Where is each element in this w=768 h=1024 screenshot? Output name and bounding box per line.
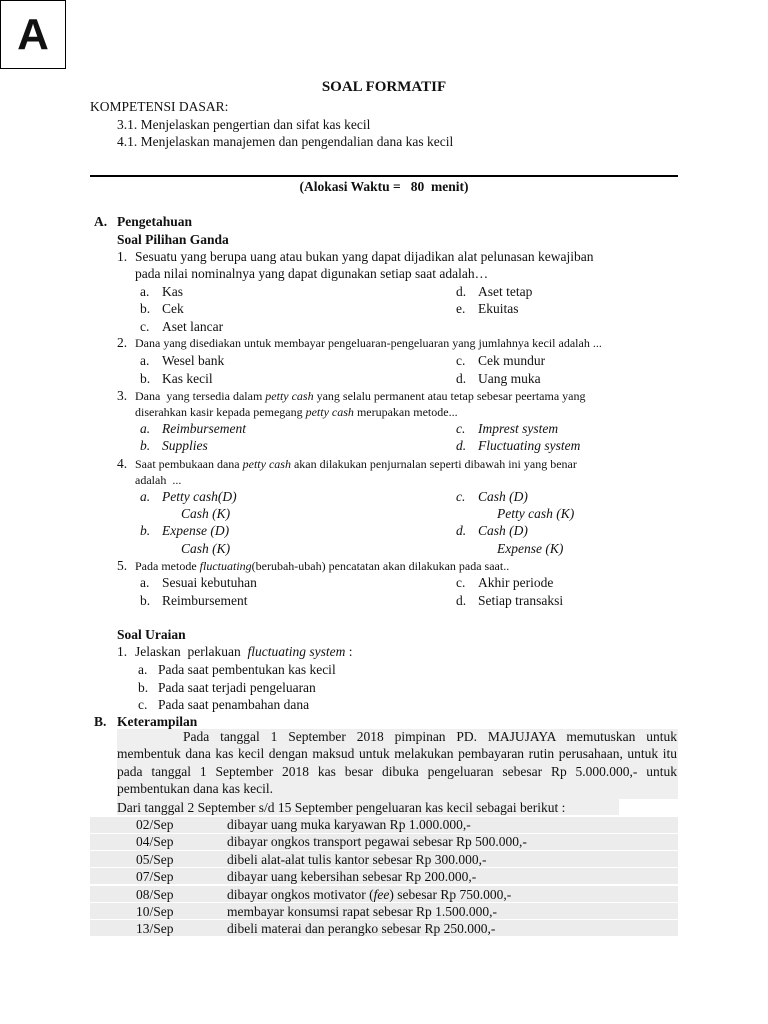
option-text: Petty cash(D) [162,489,237,504]
transaction-desc: dibayar ongkos motivator (fee) sebesar Rp 750.000,- [227,887,512,902]
option-mark: a. [140,421,151,436]
essay-item-mark: b. [138,680,149,695]
option-text: Supplies [162,438,208,453]
option-mark: c. [456,489,466,504]
question-text: Pada metode fluctuating(berubah-ubah) pencatatan akan dilakukan pada saat.. [135,559,510,573]
option-mark: a. [140,284,150,299]
option-mark: a. [140,353,150,368]
option-text: Cash (D) [478,523,528,538]
option-mark: a. [140,489,151,504]
section-b-title: Keterampilan [117,714,198,729]
option-mark: d. [456,593,467,608]
pg-title: Soal Pilihan Ganda [117,232,229,247]
option-text: Setiap transaksi [478,593,564,608]
essay-item: Pada saat penambahan dana [158,697,310,712]
option-mark: c. [140,319,150,334]
option-mark: c. [456,575,466,590]
kd-item: 3.1. Menjelaskan pengertian dan sifat kas kecil [117,117,371,132]
transaction-desc: dibeli alat-alat tulis kantor sebesar Rp 300.000,- [227,852,487,867]
transaction-date: 08/Sep [136,887,174,902]
option-text: Sesuai kebutuhan [162,575,257,590]
option-mark: b. [140,371,151,386]
question-text: Saat pembukaan dana petty cash akan dilakukan penjurnalan seperti dibawah ini yang benar [135,457,577,471]
section-a-label: A. [94,214,108,229]
option-text: Reimbursement [162,593,248,608]
kd-item: 4.1. Menjelaskan manajemen dan pengendalian dana kas kecil [117,134,454,149]
transaction-desc: dibayar ongkos transport pegawai sebesar Rp 500.000,- [227,834,527,849]
essay-item-mark: c. [138,697,148,712]
question-number: 2. [117,335,128,350]
transaction-desc: dibayar uang muka karyawan Rp 1.000.000,- [227,817,471,832]
option-text: Kas [162,284,183,299]
case-note: Dari tanggal 2 September s/d 15 September pengeluaran kas kecil sebagai berikut : [117,800,566,815]
option-text: Cash (D) [478,489,528,504]
option-mark: d. [456,371,467,386]
transaction-desc: membayar konsumsi rapat sebesar Rp 1.500.000,- [227,904,497,919]
option-text: Aset tetap [478,284,533,299]
option-text: Cash (K) [181,541,231,556]
transaction-date: 05/Sep [136,852,174,867]
option-mark: b. [140,438,151,453]
option-mark: d. [456,523,467,538]
option-mark: e. [456,301,466,316]
essay-item: Pada saat terjadi pengeluaran [158,680,316,695]
divider [90,175,678,177]
option-mark: c. [456,421,466,436]
question-number: 5. [117,558,128,573]
kd-label: KOMPETENSI DASAR: [90,99,229,114]
section-a-title: Pengetahuan [117,214,193,229]
transaction-date: 10/Sep [136,904,174,919]
essay-question: Jelaskan perlakuan fluctuating system : [135,644,353,659]
transaction-desc: dibeli materai dan perangko sebesar Rp 250.000,- [227,921,496,936]
transaction-date: 02/Sep [136,817,174,832]
option-text: Wesel bank [162,353,225,368]
question-text: pada nilai nominalnya yang dapat digunakan setiap saat adalah… [135,266,489,281]
option-mark: c. [456,353,466,368]
option-mark: b. [140,301,151,316]
option-mark: b. [140,593,151,608]
option-text: Uang muka [478,371,541,386]
transaction-date: 13/Sep [136,921,174,936]
question-text: Dana yang disediakan untuk membayar pengeluaran-pengeluaran yang jumlahnya kecil adalah ... [135,336,602,350]
option-text: Aset lancar [162,319,224,334]
option-mark: a. [140,575,150,590]
question-number: 4. [117,456,128,471]
question-text: adalah ... [135,473,182,487]
page-title: SOAL FORMATIF [321,79,447,95]
option-text: Imprest system [478,421,559,436]
option-text: Fluctuating system [478,438,581,453]
essay-title: Soal Uraian [117,627,186,642]
transaction-date: 04/Sep [136,834,174,849]
essay-item: Pada saat pembentukan kas kecil [158,662,336,677]
option-text: Cek [162,301,184,316]
option-text: Cash (K) [181,506,231,521]
version-box: A [0,0,66,69]
option-text: Petty cash (K) [497,506,575,521]
transaction-desc: dibayar uang kebersihan sebesar Rp 200.000,- [227,869,477,884]
option-text: Expense (D) [162,523,230,538]
option-mark: d. [456,438,467,453]
option-mark: b. [140,523,151,538]
question-number: 1. [117,249,128,264]
option-mark: d. [456,284,467,299]
essay-item-mark: a. [138,662,148,677]
question-text: Dana yang tersedia dalam petty cash yang selalu permanent atau tetap sebesar peertama yang [135,389,586,403]
question-text: diserahkan kasir kepada pemegang petty cash merupakan metode... [135,405,458,419]
question-number: 3. [117,388,128,403]
option-text: Reimbursement [162,421,246,436]
transaction-date: 07/Sep [136,869,174,884]
option-text: Ekuitas [478,301,519,316]
case-description: Pada tanggal 1 September 2018 pimpinan PD. MAJUJAYA memutuskan untuk membentuk dana kas kecil dengan maksud untuk melakukan pembayaran rutin perusahaan, untuk itu pada tanggal 1 September 2018 kas besar dibuka pengeluaran sebesar Rp 5.000.000,- untuk pembentukan dana kas kecil. [117,729,677,796]
option-text: Kas kecil [162,371,213,386]
question-text: Sesuatu yang berupa uang atau bukan yang dapat dijadikan alat pelunasan kewajiban [135,249,594,264]
option-text: Cek mundur [478,353,546,368]
time-allocation: (Alokasi Waktu = 80 menit) [299,179,469,194]
section-b-label: B. [94,714,107,729]
essay-number: 1. [117,644,128,659]
option-text: Akhir periode [478,575,554,590]
option-text: Expense (K) [497,541,564,556]
